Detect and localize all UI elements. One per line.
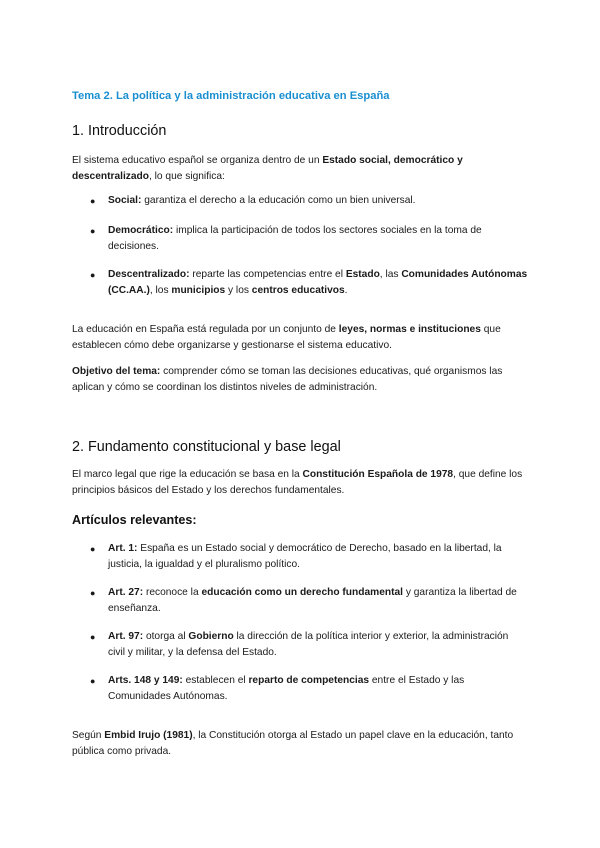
list-item (88, 267, 528, 299)
text: , la Constitución otorga al Estado un papel clave en la educación, tanto pública como privada. (72, 730, 514, 757)
bullet-icon: ● (90, 196, 96, 206)
text: otorga al (143, 631, 189, 642)
text: entre el Estado y las Comunidades Autónomas. (108, 675, 465, 702)
intro-paragraph-1 (72, 153, 532, 185)
bullet-label: Art. 97: (108, 631, 144, 642)
bullet-icon: ● (90, 588, 96, 598)
text: , los (149, 285, 172, 296)
bullet-text: España es un Estado social y democrático de Derecho, basado en la libertad, la justicia, la igualdad y el pluralismo político. (108, 543, 502, 570)
text: y los (225, 285, 252, 296)
subheading-articles: Artículos relevantes: (72, 513, 197, 527)
text: La educación en España está regulada por un conjunto de (72, 324, 339, 335)
bold-text: Constitución Española de 1978 (302, 469, 454, 480)
text: El sistema educativo español se organiza dentro de un (72, 155, 323, 166)
text: , lo que significa: (149, 171, 225, 182)
bullet-label: Social: (108, 195, 142, 206)
legal-paragraph-2 (72, 728, 532, 760)
bold-text: Gobierno (188, 631, 234, 642)
bold-text: centros educativos (251, 285, 345, 296)
list-item (88, 585, 528, 617)
list-item (88, 223, 528, 255)
bullet-label: Arts. 148 y 149: (108, 675, 183, 686)
text: reparte las competencias entre el (189, 269, 346, 280)
intro-paragraph-3 (72, 364, 532, 396)
text: comprender cómo se toman las decisiones educativas, qué organismos las aplican y cómo se coordinan los distintos niveles de administración. (72, 366, 503, 393)
bullet-label: Descentralizado: (108, 269, 190, 280)
bold-text: Comunidades Autónomas (CC.AA.) (108, 269, 528, 296)
bold-text: leyes, normas e instituciones (338, 324, 481, 335)
text: El marco legal que rige la educación se basa en la (72, 469, 303, 480)
text: , que define los principios básicos del Estado y los derechos fundamentales. (72, 469, 523, 496)
bullet-icon: ● (90, 270, 96, 280)
bold-text: reparto de competencias (248, 675, 370, 686)
bold-text: educación como un derecho fundamental (201, 587, 403, 598)
bullet-label: Art. 27: (108, 587, 144, 598)
text: la dirección de la política interior y exterior, la administración civil y militar, y la defensa del Estado. (108, 631, 509, 658)
text: que establecen cómo debe organizarse y gestionarse el sistema educativo. (72, 324, 501, 351)
section-heading-legal: 2. Fundamento constitucional y base legal (72, 439, 341, 455)
text: Según (72, 730, 105, 741)
text: , las (379, 269, 402, 280)
section-heading-intro: 1. Introducción (72, 123, 167, 139)
intro-paragraph-2 (72, 322, 532, 354)
bold-text: Embid Irujo (1981) (104, 730, 193, 741)
bullet-label: Democrático: (108, 225, 174, 236)
text: y garantiza la libertad de enseñanza. (108, 587, 517, 614)
bold-text: Estado (345, 269, 380, 280)
text: . (344, 285, 348, 296)
bullet-text: garantiza el derecho a la educación como un bien universal. (141, 195, 416, 206)
list-item (88, 629, 528, 661)
bold-text: Estado social, democrático y descentralizado (72, 155, 463, 182)
bullet-text: implica la participación de todos los sectores sociales en la toma de decisiones. (108, 225, 482, 252)
text: reconoce la (143, 587, 202, 598)
bold-text: municipios (171, 285, 226, 296)
bold-text: Objetivo del tema: (72, 366, 161, 377)
list-item (88, 541, 528, 573)
bullet-icon: ● (90, 676, 96, 686)
bullet-icon: ● (90, 544, 96, 554)
bullet-icon: ● (90, 226, 96, 236)
legal-paragraph-1 (72, 467, 532, 499)
list-item (88, 673, 528, 705)
list-item (88, 193, 528, 209)
topic-title: Tema 2. La política y la administración educativa en España (72, 90, 390, 102)
bullet-label: Art. 1: (108, 543, 138, 554)
text: establecen el (182, 675, 249, 686)
bullet-icon: ● (90, 632, 96, 642)
